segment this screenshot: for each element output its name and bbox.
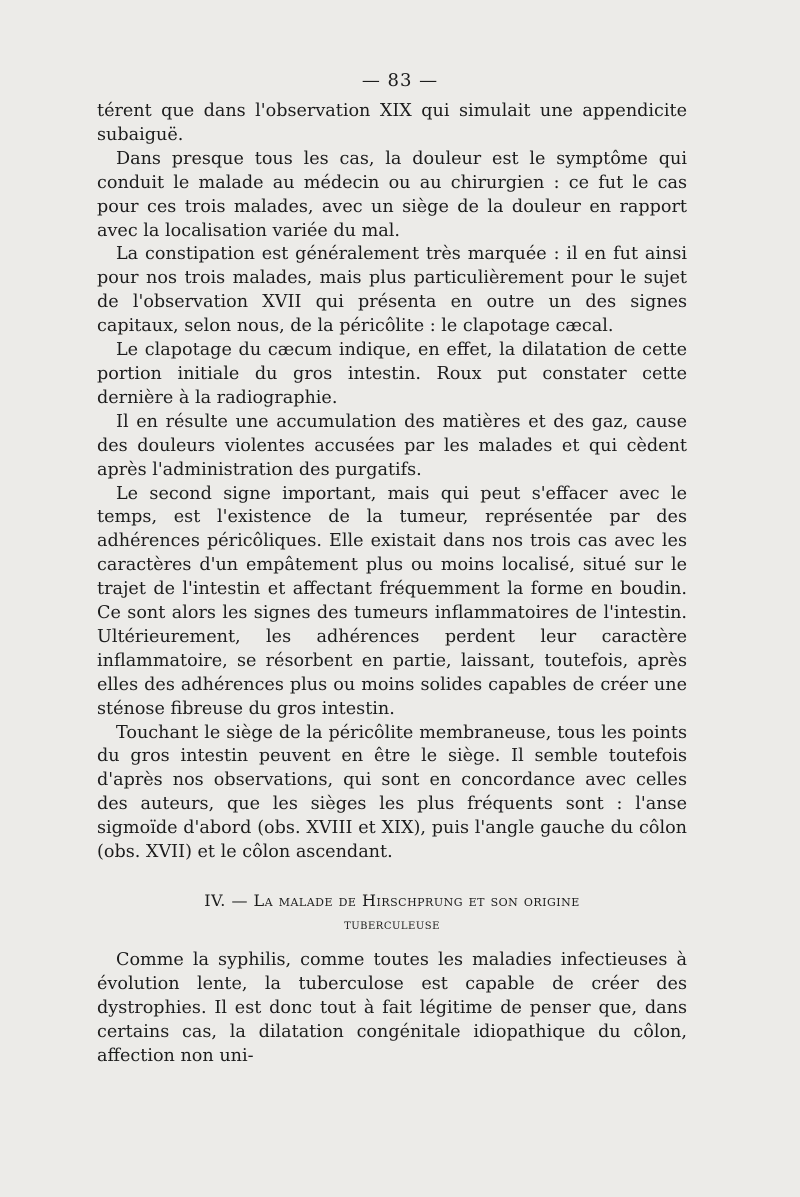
paragraph-5: Il en résulte une accumulation des matières et des gaz, cause des douleurs violentes accusées par les malades et qui cèdent après l'administration des purgatifs. — [97, 411, 687, 480]
page-number: — 83 — — [361, 70, 439, 91]
body-text — [97, 100, 687, 1069]
paragraph-2: Dans presque tous les cas, la douleur est le symptôme qui conduit le malade au médecin ou au chirurgien : ce fut le cas pour ces trois malades, avec un siège de la douleur en rapport avec la localisation variée du mal. — [97, 148, 687, 241]
section-heading — [97, 889, 687, 937]
paragraph-4: Le clapotage du cæcum indique, en effet, la dilatation de cette portion initiale du gros intestin. Roux put constater cette dernière à la radiographie. — [97, 340, 687, 408]
spacer — [97, 937, 687, 949]
paragraph-3: La constipation est généralement très marquée : il en fut ainsi pour nos trois malades, mais plus particulièrement pour le sujet de l'observation XVII qui présenta en outre un des signes capitaux, selon nous, de la péricôlite : le clapotage cæcal. — [97, 244, 687, 337]
section-heading-line1: IV. — La malade de Hirschprung et son origine — [204, 891, 580, 910]
paragraph-6: Le second signe important, mais qui peut s'effacer avec le temps, est l'existence de la tumeur, représentée par des adhérences péricôliques. Elle existait dans nos trois cas avec les caractères d'un empâtement plus ou moins localisé, situé sur le trajet de l'intestin et affectant fréquemment la forme en boudin. Ce sont alors les signes des tumeurs inflammatoires de l'intestin. Ultérieurement, les adhérences perdent leur caractère inflammatoire, se résorbent en partie, laissant, toutefois, après elles des adhérences plus ou moins solides capables de créer une sténose fibreuse du gros intestin. — [97, 483, 687, 719]
paragraph-8: Comme la syphilis, comme toutes les maladies infectieuses à évolution lente, la tuberculose est capable de créer des dystrophies. Il est donc tout à fait légitime de penser que, dans certains cas, la dilatation congénitale idiopathique du côlon, affection non uni- — [97, 950, 687, 1066]
paragraph-1: térent que dans l'observation XIX qui simulait une appendicite subaiguë. — [97, 101, 687, 145]
section-heading-line2: tuberculeuse — [344, 917, 440, 933]
paragraph-7: Touchant le siège de la péricôlite membraneuse, tous les points du gros intestin peuvent en être le siège. Il semble toutefois d'après nos observations, qui sont en concordance avec celles des auteurs, que les sièges les plus fréquents sont : l'anse sigmoïde d'abord (obs. XVIII et XIX), puis l'angle gauche du côlon (obs. XVII) et le côlon ascendant. — [97, 722, 687, 863]
